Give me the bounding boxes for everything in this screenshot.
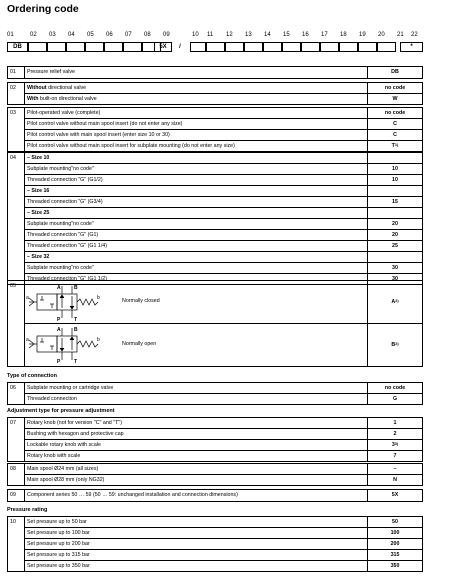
port-a-label: a bbox=[26, 337, 29, 343]
option-code: 100 bbox=[368, 528, 423, 539]
option-label: Bushing with hexagon and protective cap bbox=[25, 429, 368, 440]
section-06-table bbox=[7, 382, 423, 405]
position-number: 18 bbox=[340, 32, 347, 38]
option-label: Component series 50 … 59 (50 … 59: unchanged installation and connection dimensions) bbox=[25, 490, 368, 502]
option-code: 10 bbox=[368, 164, 423, 175]
section-04-table bbox=[7, 152, 423, 285]
option-code: 30 bbox=[368, 274, 423, 285]
section-03-table bbox=[7, 107, 423, 152]
table-row bbox=[8, 451, 423, 462]
option-label: Subplate mounting"no code" bbox=[25, 164, 368, 175]
option-label: Main spool Ø28 mm (only NG32) bbox=[25, 475, 368, 486]
option-label: With built-on directional valve bbox=[25, 94, 368, 105]
position-number: 01 bbox=[7, 32, 14, 38]
table-row bbox=[8, 230, 423, 241]
position-number: 13 bbox=[245, 32, 252, 38]
code-box bbox=[104, 42, 123, 52]
option-label: Set pressure up to 50 bar bbox=[25, 517, 368, 528]
option-label: Subplate mounting"no code" bbox=[25, 263, 368, 274]
option-code: no code bbox=[368, 83, 423, 94]
option-code: 30 bbox=[368, 263, 423, 274]
section-01-table bbox=[7, 66, 423, 79]
section-10-table bbox=[7, 516, 423, 572]
position-number: 06 bbox=[106, 32, 113, 38]
page-title: Ordering code bbox=[7, 3, 79, 15]
position-number: 10 bbox=[192, 32, 199, 38]
section-number: 07 bbox=[8, 418, 25, 462]
normally-closed-valve-symbol bbox=[25, 283, 105, 325]
table-row bbox=[8, 517, 423, 528]
table-row bbox=[8, 429, 423, 440]
code-box bbox=[206, 42, 225, 52]
table-row bbox=[8, 153, 423, 164]
option-code: 315 bbox=[368, 550, 423, 561]
section-number: 02 bbox=[8, 83, 25, 105]
code-box bbox=[263, 42, 282, 52]
table-row bbox=[8, 418, 423, 429]
option-label: Set pressure up to 350 bar bbox=[25, 561, 368, 572]
position-number: 12 bbox=[226, 32, 233, 38]
table-row bbox=[8, 67, 423, 79]
option-code: 20 bbox=[368, 230, 423, 241]
section-number: 05 bbox=[8, 281, 25, 367]
option-label: Pressure relief valve bbox=[25, 67, 368, 79]
table-row bbox=[8, 219, 423, 230]
position-number: 09 bbox=[163, 32, 170, 38]
option-code: 2 bbox=[368, 429, 423, 440]
port-B-label: B bbox=[74, 327, 78, 333]
option-label: Pilot control valve without main spool insert (do not enter any size) bbox=[25, 119, 368, 130]
option-code: C bbox=[368, 130, 423, 141]
table-row bbox=[8, 130, 423, 141]
section-07-table bbox=[7, 417, 423, 462]
code-box bbox=[301, 42, 320, 52]
position-number: 19 bbox=[359, 32, 366, 38]
table-row bbox=[8, 528, 423, 539]
table-row bbox=[8, 83, 423, 94]
code-box bbox=[28, 42, 47, 52]
code-box bbox=[225, 42, 244, 52]
table-row bbox=[8, 263, 423, 274]
table-row bbox=[8, 141, 423, 152]
port-P-label: P bbox=[57, 359, 61, 365]
position-number: 15 bbox=[283, 32, 290, 38]
option-label: – Size 32 bbox=[25, 252, 368, 263]
option-label: Subplate mounting"no code" bbox=[25, 219, 368, 230]
position-number: 04 bbox=[68, 32, 75, 38]
position-number: 07 bbox=[125, 32, 132, 38]
code-box bbox=[123, 42, 142, 52]
option-code: 50 bbox=[368, 517, 423, 528]
section-number: 01 bbox=[8, 67, 25, 79]
port-b-label: b bbox=[97, 337, 100, 343]
table-row bbox=[8, 440, 423, 451]
position-number: 17 bbox=[321, 32, 328, 38]
option-label: Lockable rotary knob with scale bbox=[25, 440, 368, 451]
option-label: Threaded connection "G" (G1 1/2) bbox=[25, 274, 368, 285]
option-code: 25 bbox=[368, 241, 423, 252]
option-code: N bbox=[368, 475, 423, 486]
section-09-table bbox=[7, 489, 423, 502]
option-code: no code bbox=[368, 383, 423, 394]
option-code: no code bbox=[368, 108, 423, 119]
option-code: 15 bbox=[368, 197, 423, 208]
section-number: 08 bbox=[8, 464, 25, 486]
position-number: 08 bbox=[144, 32, 151, 38]
port-A-label: A bbox=[57, 327, 61, 333]
table-row bbox=[8, 550, 423, 561]
port-T-label: T bbox=[74, 317, 78, 323]
option-code: 1 bbox=[368, 418, 423, 429]
position-number: 11 bbox=[207, 32, 214, 38]
option-code: – bbox=[368, 464, 423, 475]
port-B-label: B bbox=[74, 285, 78, 291]
port-b-label: b bbox=[97, 295, 100, 301]
option-label: Normally closed bbox=[122, 298, 160, 304]
position-number: 05 bbox=[87, 32, 94, 38]
section-number: 10 bbox=[8, 517, 25, 572]
type-of-connection-heading: Type of connection bbox=[7, 373, 58, 379]
option-code: 10 bbox=[368, 175, 423, 186]
option-label: Rotary knob with scale bbox=[25, 451, 368, 462]
option-label: Main spool Ø24 mm (all sizes) bbox=[25, 464, 368, 475]
section-number: 03 bbox=[8, 108, 25, 152]
table-row bbox=[8, 186, 423, 197]
code-box bbox=[47, 42, 66, 52]
table-row bbox=[8, 561, 423, 572]
code-box: DB bbox=[7, 42, 28, 52]
pressure-rating-heading: Pressure rating bbox=[7, 507, 48, 513]
option-label: Without directional valve bbox=[25, 83, 368, 94]
option-code: C bbox=[368, 119, 423, 130]
section-number: 09 bbox=[8, 490, 25, 502]
adjustment-type-heading: Adjustment type for pressure adjustment bbox=[7, 408, 115, 414]
code-box bbox=[85, 42, 104, 52]
table-row bbox=[8, 94, 423, 105]
table-row bbox=[8, 119, 423, 130]
normally-open-valve-symbol bbox=[25, 325, 105, 367]
port-T-label: T bbox=[74, 359, 78, 365]
option-label: Rotary knob (not for version "C" and "T") bbox=[25, 418, 368, 429]
table-row bbox=[8, 108, 423, 119]
option-code bbox=[368, 186, 423, 197]
option-code: $T^{1)}$ bbox=[368, 141, 423, 152]
code-box bbox=[358, 42, 377, 52]
option-code: 20 bbox=[368, 219, 423, 230]
option-code: 7 bbox=[368, 451, 423, 462]
code-box: / bbox=[179, 44, 181, 50]
position-number: 02 bbox=[30, 32, 37, 38]
section-number: 06 bbox=[8, 383, 25, 405]
option-code bbox=[368, 252, 423, 263]
table-row bbox=[8, 394, 423, 405]
position-number: 21 bbox=[397, 32, 404, 38]
option-code: G bbox=[368, 394, 423, 405]
port-P-label: P bbox=[57, 317, 61, 323]
code-box: * bbox=[400, 42, 423, 52]
option-code: W bbox=[368, 94, 423, 105]
option-label: Pilot control valve with main spool insert (enter size 10 or 30) bbox=[25, 130, 368, 141]
position-number: 16 bbox=[302, 32, 309, 38]
option-label: Threaded connection "G" (G1) bbox=[25, 230, 368, 241]
option-label: Threaded connection "G" (G1/2) bbox=[25, 175, 368, 186]
table-row bbox=[8, 490, 423, 502]
port-A-label: A bbox=[57, 285, 61, 291]
code-box bbox=[190, 42, 206, 52]
code-box bbox=[282, 42, 301, 52]
section-number: 04 bbox=[8, 153, 25, 285]
table-row bbox=[8, 475, 423, 486]
port-a-label: a bbox=[26, 295, 29, 301]
option-label: – Size 25 bbox=[25, 208, 368, 219]
option-code: 5X bbox=[368, 490, 423, 502]
option-code: 350 bbox=[368, 561, 423, 572]
option-code: $A^{2)}$ bbox=[368, 281, 423, 324]
table-row bbox=[8, 241, 423, 252]
option-code bbox=[368, 153, 423, 164]
position-number: 22 bbox=[411, 32, 418, 38]
position-number: 03 bbox=[49, 32, 56, 38]
code-box bbox=[244, 42, 263, 52]
option-label: Threaded connection "G" (G1 1/4) bbox=[25, 241, 368, 252]
table-row bbox=[8, 164, 423, 175]
code-box: 5X bbox=[154, 42, 172, 52]
option-label: – Size 16 bbox=[25, 186, 368, 197]
table-row bbox=[8, 208, 423, 219]
option-label: Set pressure up to 100 bar bbox=[25, 528, 368, 539]
table-row bbox=[8, 175, 423, 186]
table-row bbox=[8, 539, 423, 550]
option-code: 3$^{3)}$ bbox=[368, 440, 423, 451]
option-label: Pilot-operated valve (complete) bbox=[25, 108, 368, 119]
option-label: Set pressure up to 200 bar bbox=[25, 539, 368, 550]
option-label: – Size 10 bbox=[25, 153, 368, 164]
option-label: Pilot control valve without main spool insert for subplate mounting (do not enter any size) bbox=[25, 141, 368, 152]
code-box bbox=[66, 42, 85, 52]
option-label: Threaded connection bbox=[25, 394, 368, 405]
option-label: Normally open bbox=[122, 341, 157, 347]
option-label: Threaded connection "G" (G3/4) bbox=[25, 197, 368, 208]
code-box bbox=[377, 42, 396, 52]
code-box bbox=[339, 42, 358, 52]
table-row bbox=[8, 197, 423, 208]
position-number: 14 bbox=[264, 32, 271, 38]
option-label: Subplate mounting or cartridge valve bbox=[25, 383, 368, 394]
section-08-table bbox=[7, 463, 423, 486]
section-02-table bbox=[7, 82, 423, 105]
table-row bbox=[8, 383, 423, 394]
table-row bbox=[8, 252, 423, 263]
option-code: DB bbox=[368, 67, 423, 79]
option-code: 200 bbox=[368, 539, 423, 550]
option-code: $B^{2)}$ bbox=[368, 324, 423, 367]
position-number: 20 bbox=[378, 32, 385, 38]
option-label: Set pressure up to 315 bar bbox=[25, 550, 368, 561]
table-row bbox=[8, 464, 423, 475]
code-box bbox=[320, 42, 339, 52]
option-code bbox=[368, 208, 423, 219]
